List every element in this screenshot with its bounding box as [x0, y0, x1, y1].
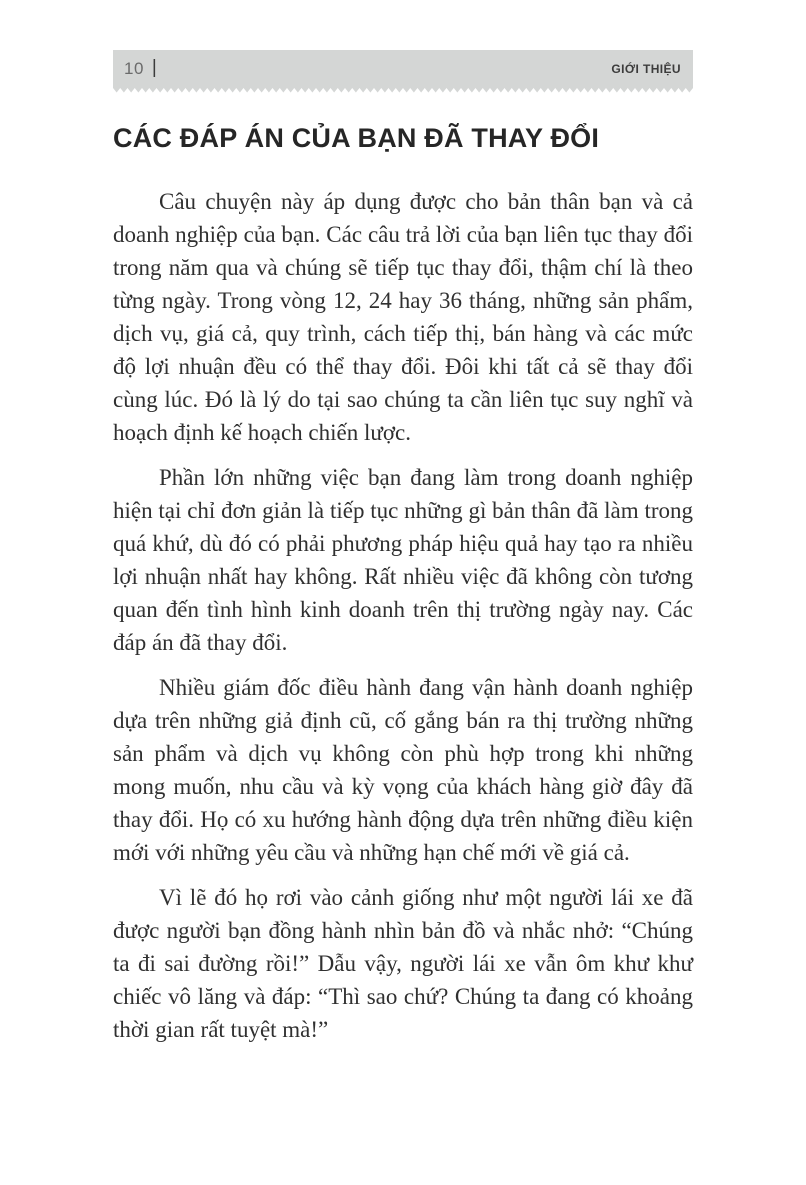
- header-bar: [113, 50, 693, 88]
- paragraph-4: Vì lẽ đó họ rơi vào cảnh giống như một người lái xe đã được người bạn đồng hành nhìn bản đồ và nhắc nhở: “Chúng ta đi sai đường rồi!” Dẫu vậy, người lái xe vẫn ôm khư khư chiếc vô lăng và đáp: “Thì sao chứ? Chúng ta đang có khoảng thời gian rất tuyệt mà!”: [113, 885, 693, 1042]
- header-separator: |: [151, 57, 157, 78]
- chapter-heading: CÁC ĐÁP ÁN CỦA BẠN ĐÃ THAY ĐỔI: [113, 123, 600, 153]
- paragraph-1: Câu chuyện này áp dụng được cho bản thân bạn và cả doanh nghiệp của bạn. Các câu trả lời của bạn liên tục thay đổi trong năm qua và chúng sẽ tiếp tục thay đổi, thậm chí là theo từng ngày. Trong vòng 12, 24 hay 36 tháng, những sản phẩm, dịch vụ, giá cả, quy trình, cách tiếp thị, bán hàng và các mức độ lợi nhuận đều có thể thay đổi. Đôi khi tất cả sẽ thay đổi cùng lúc. Đó là lý do tại sao chúng ta cần liên tục suy nghĩ và hoạch định kế hoạch chiến lược.: [113, 189, 693, 445]
- zigzag-edge: [113, 88, 693, 93]
- section-title: GIỚI THIỆU: [611, 62, 681, 76]
- paragraph-2: Phần lớn những việc bạn đang làm trong doanh nghiệp hiện tại chỉ đơn giản là tiếp tục những gì bản thân đã làm trong quá khứ, dù đó có phải phương pháp hiệu quả hay tạo ra nhiều lợi nhuận nhất hay không. Rất nhiều việc đã không còn tương quan đến tình hình kinh doanh trên thị trường ngày nay. Các đáp án đã thay đổi.: [113, 465, 693, 655]
- page-header: [113, 0, 693, 93]
- body-text: [113, 185, 693, 1046]
- page-number: 10: [124, 59, 144, 78]
- paragraph-3: Nhiều giám đốc điều hành đang vận hành doanh nghiệp dựa trên những giả định cũ, cố gắng bán ra thị trường những sản phẩm và dịch vụ không còn phù hợp trong khi những mong muốn, nhu cầu và kỳ vọng của khách hàng giờ đây đã thay đổi. Họ có xu hướng hành động dựa trên những điều kiện mới với những yêu cầu và những hạn chế mới về giá cả.: [113, 675, 693, 865]
